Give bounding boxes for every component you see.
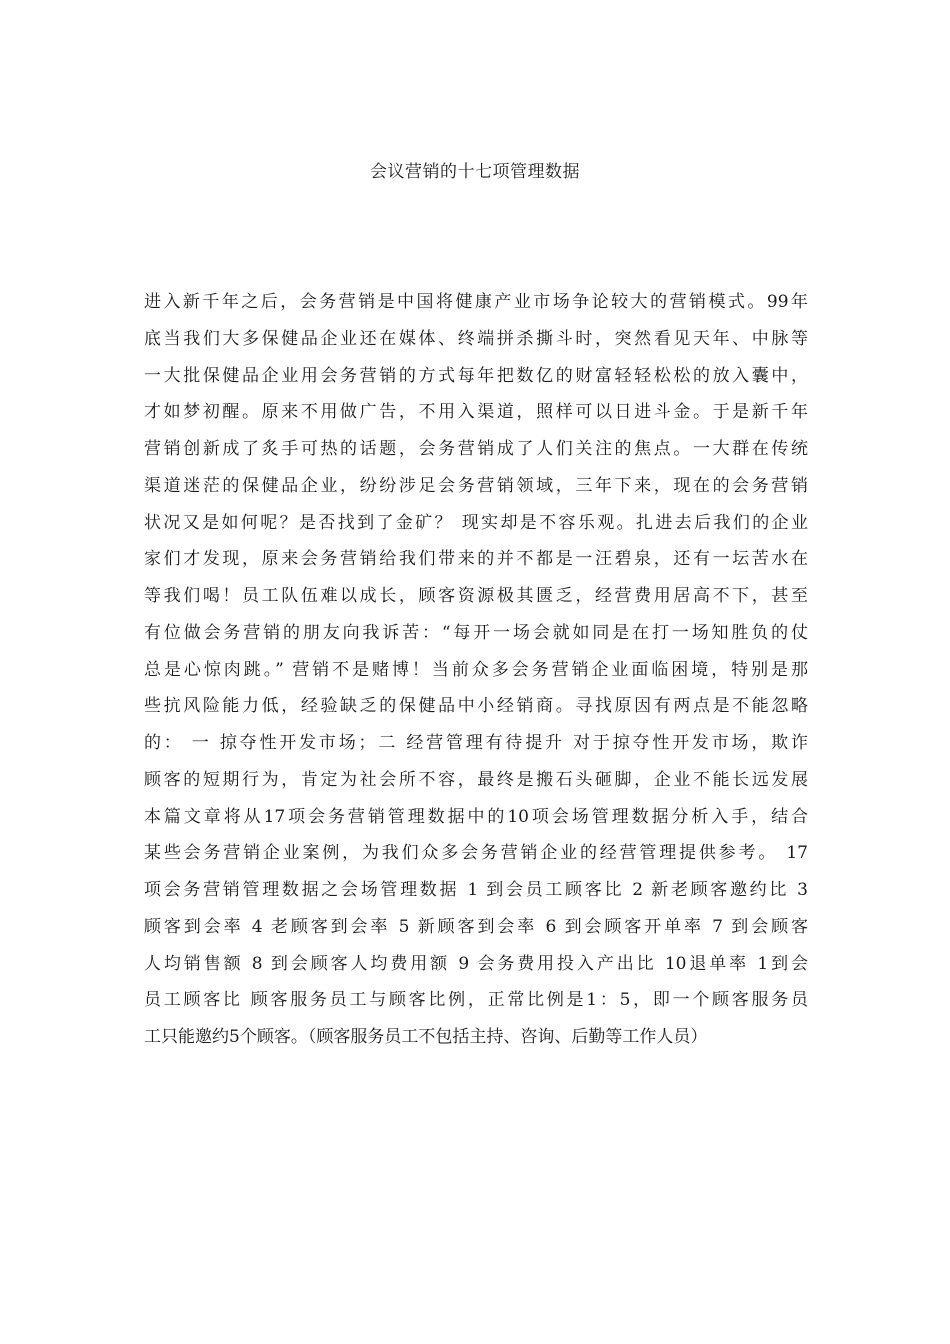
body-line: 项会务营销管理数据之会场管理数据 1 到会员工顾客比 2 新老顾客邀约比 3 bbox=[144, 880, 808, 900]
body-line: 一大批保健品企业用会务营销的方式每年把数亿的财富轻轻松松的放入囊中， bbox=[144, 365, 808, 386]
document-title: 会议营销的十七项管理数据 bbox=[370, 162, 580, 182]
body-line: 人均销售额 8 到会顾客人均费用额 9 会务费用投入产出比 10退单率 1到会 bbox=[144, 953, 808, 974]
body-line: 状况又是如何呢？是否找到了金矿？ 现实却是不容乐观。扎进去后我们的企业 bbox=[144, 512, 808, 533]
body-line: 才如梦初醒。原来不用做广告，不用入渠道，照样可以日进斗金。于是新千年 bbox=[144, 402, 808, 423]
body-line: 工只能邀约5个顾客。（顾客服务员工不包括主持、咨询、后勤等工作人员） bbox=[144, 1027, 708, 1047]
body-line: 等我们喝！员工队伍难以成长，顾客资源极其匮乏，经营费用居高不下，甚至 bbox=[144, 586, 808, 606]
body-line: 顾客到会率 4 老顾客到会率 5 新顾客到会率 6 到会顾客开单率 7 到会顾客 bbox=[144, 916, 808, 937]
body-line: 员工顾客比 顾客服务员工与顾客比例，正常比例是1：5，即一个顾客服务员 bbox=[144, 990, 808, 1011]
body-line: 某些会务营销企业案例，为我们众多会务营销企业的经营管理提供参考。 17 bbox=[144, 843, 808, 864]
body-line: 顾客的短期行为，肯定为社会所不容，最终是搬石头砸脚，企业不能长远发展 bbox=[144, 769, 808, 790]
body-line: 些抗风险能力低，经验缺乏的保健品中小经销商。寻找原因有两点是不能忽略 bbox=[144, 696, 808, 717]
document-body bbox=[144, 284, 808, 1056]
body-line: 本篇文章将从17项会务营销管理数据中的10项会场管理数据分析入手，结合 bbox=[144, 806, 808, 827]
body-line: 进入新千年之后，会务营销是中国将健康产业市场争论较大的营销模式。99年 bbox=[144, 292, 808, 312]
body-line: 总是心惊肉跳。” 营销不是赌博！当前众多会务营销企业面临困境，特别是那 bbox=[144, 659, 808, 680]
body-line: 的： 一 掠夺性开发市场；二 经营管理有待提升 对于掠夺性开发市场，欺诈 bbox=[144, 733, 808, 753]
body-line: 营销创新成了炙手可热的话题，会务营销成了人们关注的焦点。一大群在传统 bbox=[144, 439, 808, 459]
body-line: 有位做会务营销的朋友向我诉苦：“每开一场会就如同是在打一场知胜负的仗 bbox=[144, 622, 808, 643]
body-line: 渠道迷茫的保健品企业，纷纷涉足会务营销领域，三年下来，现在的会务营销 bbox=[144, 475, 808, 496]
body-line: 底当我们大多保健品企业还在媒体、终端拼杀撕斗时，突然看见天年、中脉等 bbox=[144, 328, 808, 349]
body-line: 家们才发现，原来会务营销给我们带来的并不都是一汪碧泉，还有一坛苦水在 bbox=[144, 549, 808, 570]
